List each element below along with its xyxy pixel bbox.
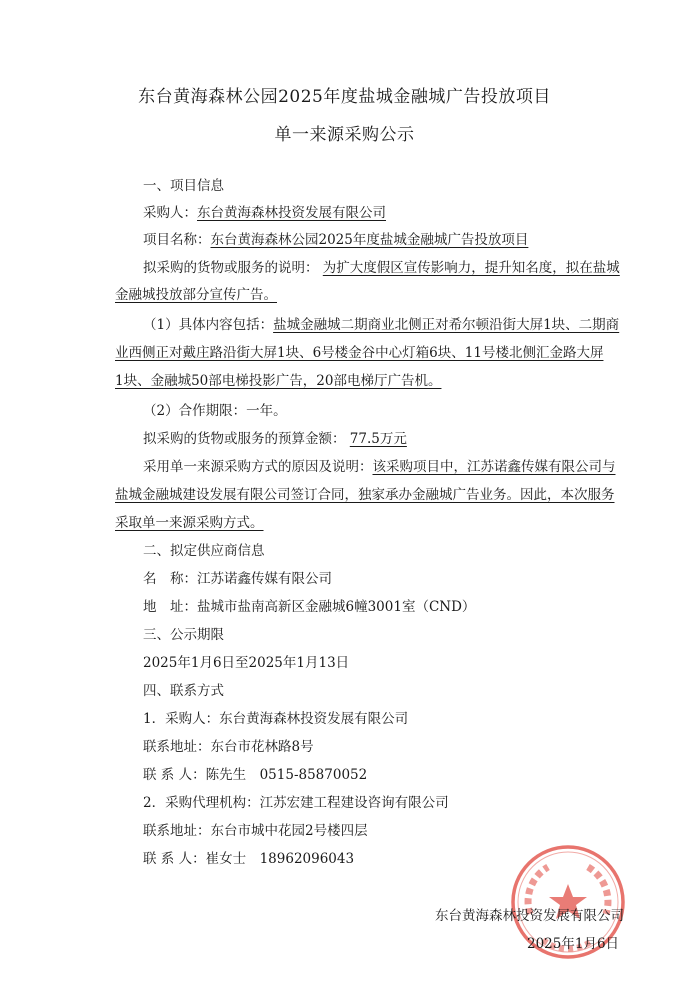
supplier-address: 地 址：盐城市盐南高新区金融城6幢3001室（CND） [143,599,476,615]
budget-value: 77.5万元 [349,431,407,447]
goods-description-value-2: 金融城投放部分宣传广告。 [115,287,277,303]
detail-value-1: 盐城金融城二期商业北侧正对希尔顿沿街大屏1块、二期商 [273,317,620,333]
publicity-period: 2025年1月6日至2025年1月13日 [143,655,350,671]
supplier-name: 名 称：江苏诺鑫传媒有限公司 [143,571,332,587]
goods-description-line [143,259,620,277]
contact-purchaser: 1．采购人：东台黄海森林投资发展有限公司 [143,711,409,727]
detail-value-2: 业西侧正对戴庄路沿街大屏1块、6号楼金谷中心灯箱6块、11号楼北侧汇金路大屏 [115,345,604,361]
project-name-line [143,231,528,249]
section-heading-supplier: 二、拟定供应商信息 [143,543,265,559]
footer-organization: 东台黄海森林投资发展有限公司 [435,908,624,924]
purchaser-label: 采购人： [143,205,197,221]
detail-value-3: 1块、金融城50部电梯投影广告，20部电梯厅广告机。 [115,373,442,389]
budget-label: 拟采购的货物或服务的预算金额： [143,431,346,447]
section-heading-contact: 四、联系方式 [143,683,224,699]
goods-description-label: 拟采购的货物或服务的说明： [143,260,319,276]
detail-label: （1）具体内容包括： [143,317,274,333]
reason-value-3: 采取单一来源采购方式。 [115,515,264,531]
budget-line [143,430,407,448]
contact-purchaser-person: 联 系 人：陈先生 0515-85870052 [143,767,368,783]
footer-date: 2025年1月6日 [527,936,620,952]
contact-agency-person: 联 系 人：崔女士 18962096043 [143,851,355,867]
reason-line-1 [143,458,616,476]
project-name-value: 东台黄海森林公园2025年度盐城金融城广告投放项目 [210,232,529,248]
document-subtitle: 单一来源采购公示 [274,125,415,145]
reason-value-2: 盐城金融城建设发展有限公司签订合同，独家承办金融城广告业务。因此，本次服务 [115,487,615,503]
purchaser-line [143,204,386,222]
reason-value-1: 该采购项目中，江苏诺鑫传媒有限公司与 [372,459,616,475]
contact-agency: 2．采购代理机构：江苏宏建工程建设咨询有限公司 [143,795,449,811]
section-heading-period: 三、公示期限 [143,627,224,643]
cooperation-term: （2）合作期限：一年。 [143,403,287,419]
contact-purchaser-address: 联系地址：东台市花林路8号 [143,739,314,755]
contact-agency-address: 联系地址：东台市城中花园2号楼四层 [143,823,368,839]
project-name-label: 项目名称： [143,232,211,248]
document-title: 东台黄海森林公园2025年度盐城金融城广告投放项目 [138,87,551,107]
goods-description-value-1: 为扩大度假区宣传影响力，提升知名度，拟在盐城 [322,260,620,276]
detail-line-1 [143,316,619,334]
purchaser-value: 东台黄海森林投资发展有限公司 [197,205,386,221]
section-heading-project-info: 一、项目信息 [143,178,224,194]
reason-label: 采用单一来源采购方式的原因及说明： [143,459,373,475]
